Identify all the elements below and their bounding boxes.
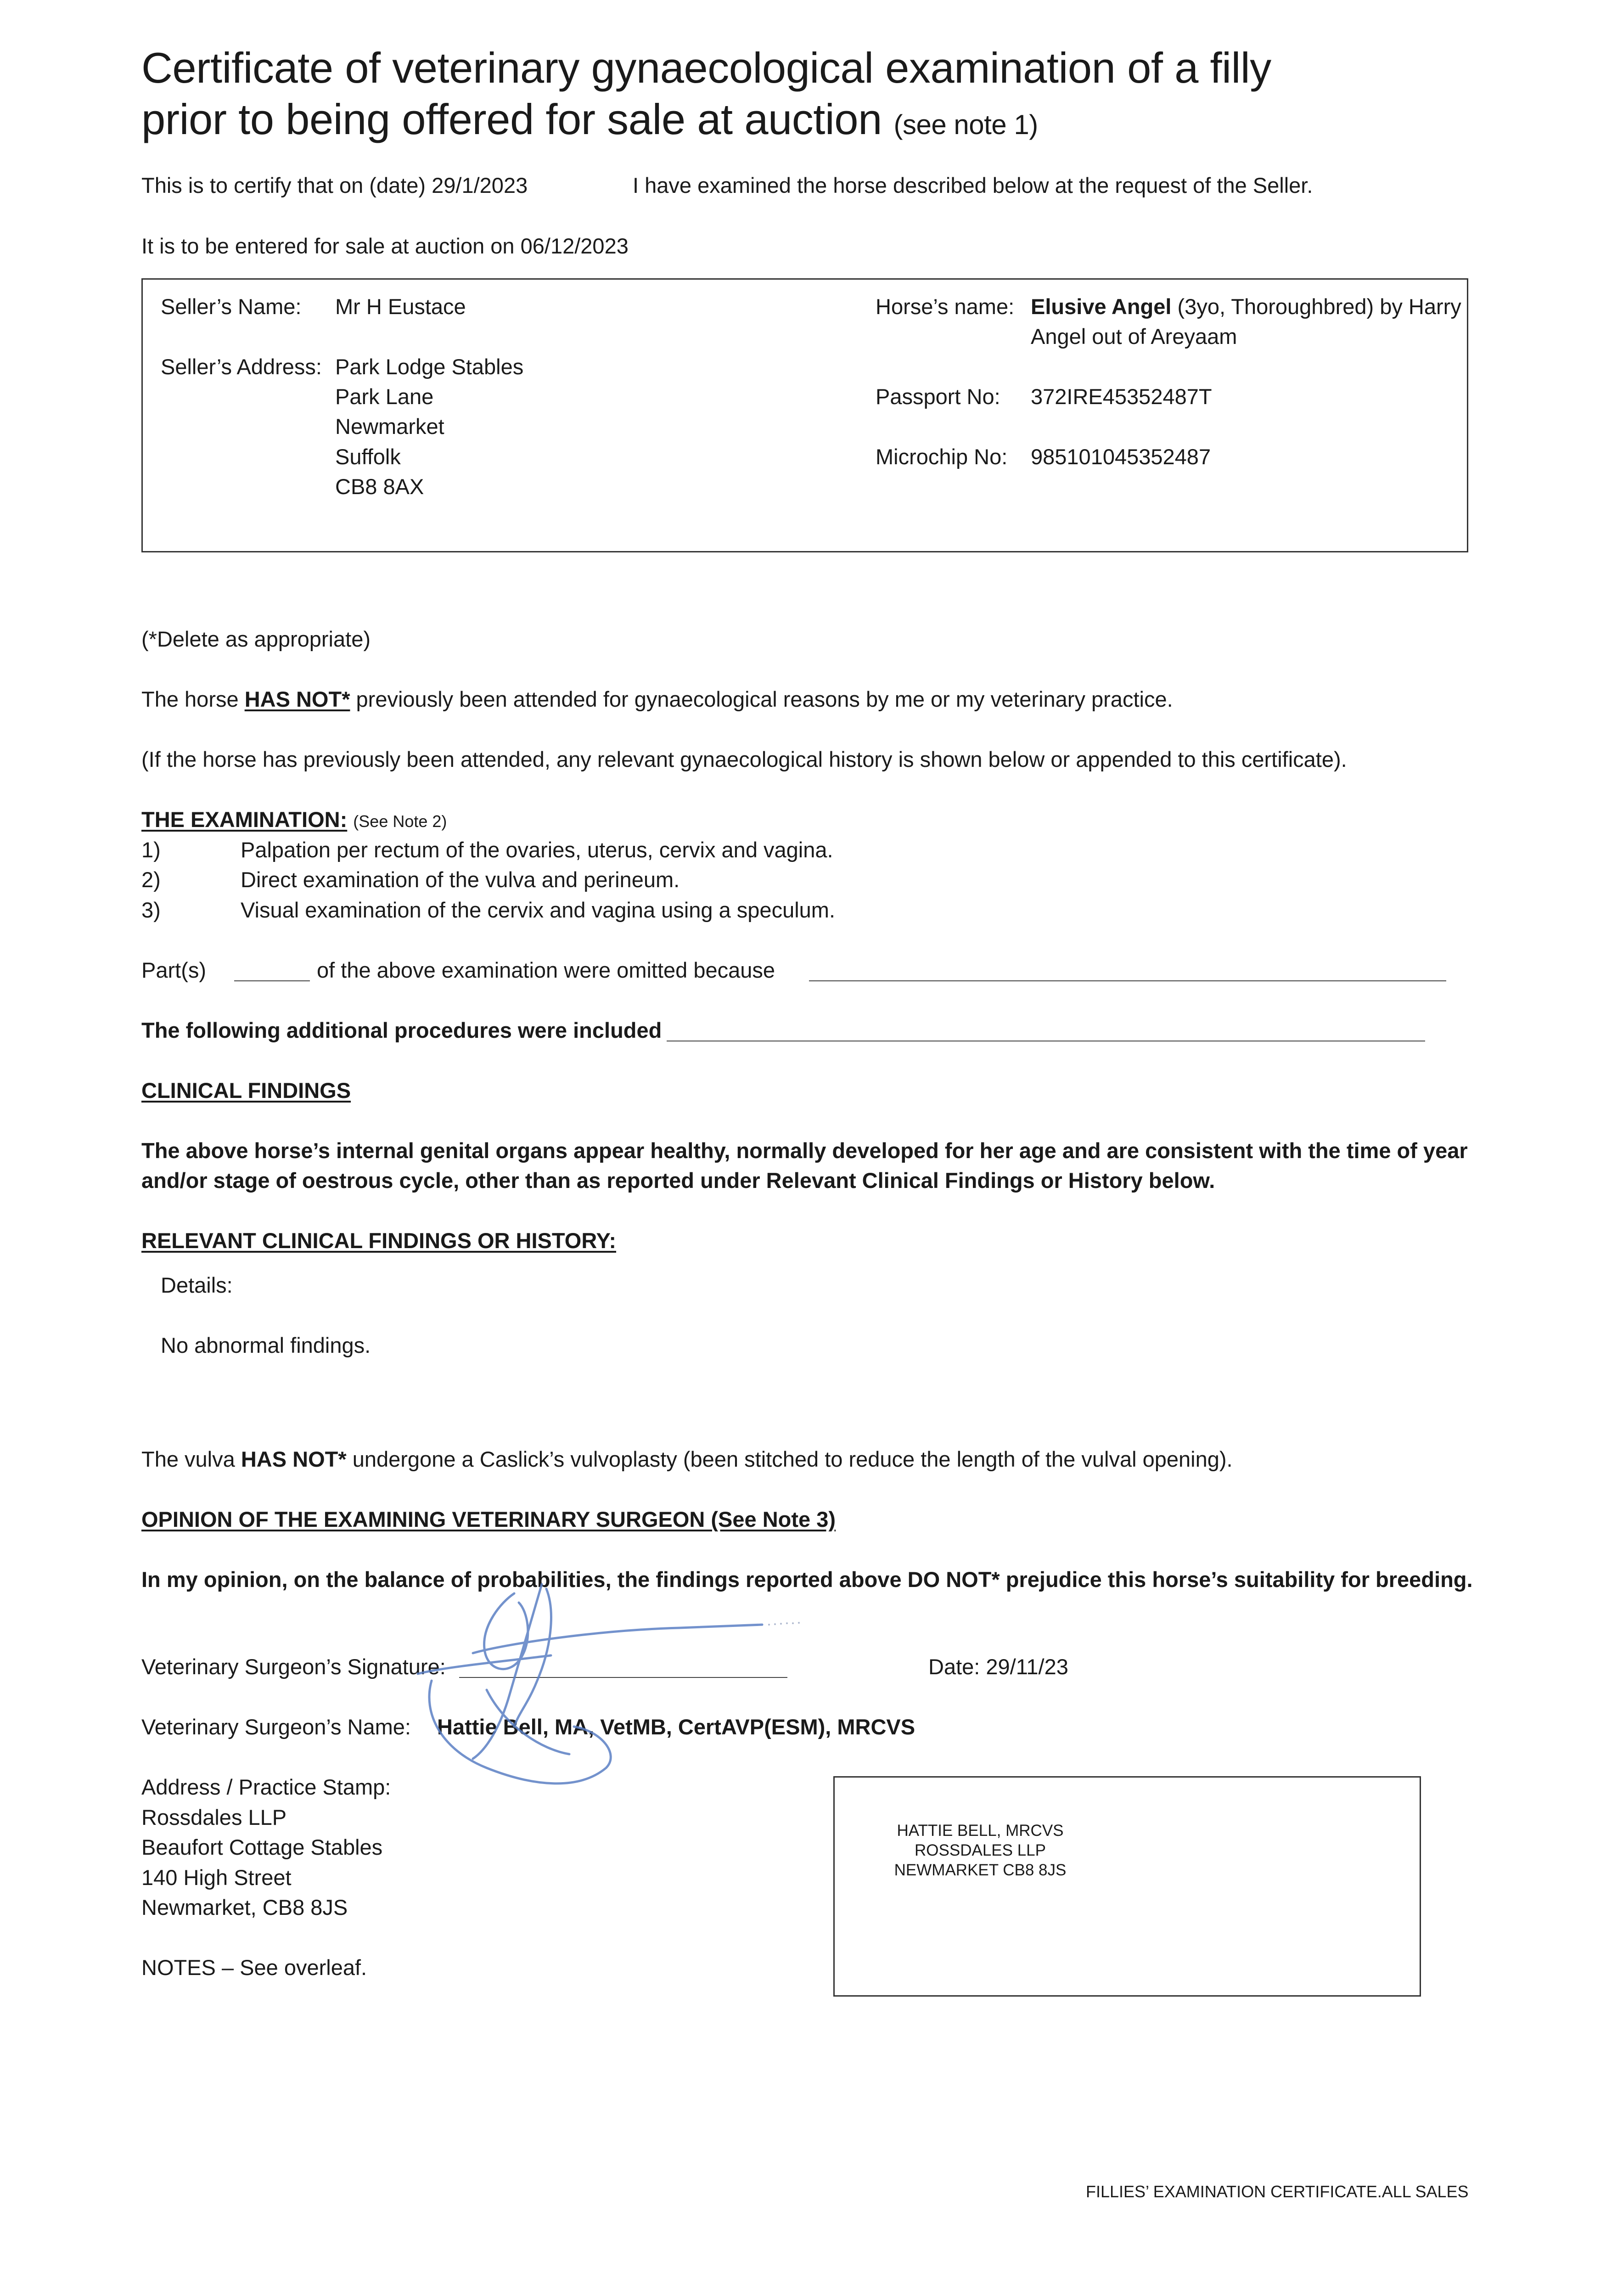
opinion-statement: In my opinion, on the balance of probabilities, the findings reported above DO NOT* prejudice this horse’s suitability for breeding.	[141, 1567, 1473, 1592]
practice-address-line-4: Newmarket, CB8 8JS	[141, 1895, 348, 1919]
omitted-reason-blank	[809, 980, 1446, 981]
horse-name: Elusive Angel	[1031, 294, 1172, 319]
vulva-statement	[141, 1446, 1233, 1472]
seller-address-line-3: Newmarket	[335, 414, 444, 439]
seller-address-line-4: Suffolk	[335, 445, 401, 469]
examination-item-2: Direct examination of the vulva and perineum.	[241, 867, 680, 892]
attended-status: HAS NOT*	[244, 687, 350, 711]
passport-label: Passport No:	[876, 384, 1000, 409]
vulva-status: HAS NOT*	[241, 1447, 347, 1471]
practice-stamp-line-1: HATTIE BELL, MRCVS	[897, 1822, 1064, 1840]
page-title-line2-text: prior to being offered for sale at auction	[141, 95, 882, 143]
seller-address-line-2: Park Lane	[335, 384, 434, 409]
practice-stamp-box	[833, 1776, 1421, 1997]
passport-number: 372IRE45352487T	[1031, 384, 1212, 409]
vulva-prefix: The vulva	[141, 1447, 235, 1471]
examination-heading-row	[141, 807, 447, 834]
examination-item-1-num: 1)	[141, 838, 161, 862]
date-value: 29/11/23	[986, 1654, 1068, 1679]
practice-stamp-line-2: ROSSDALES LLP	[915, 1841, 1046, 1859]
horse-details: (3yo, Thoroughbred) by Harry	[1177, 294, 1461, 319]
practice-address-line-2: Beaufort Cottage Stables	[141, 1835, 383, 1859]
microchip-number: 985101045352487	[1031, 445, 1211, 469]
auction-date-text: It is to be entered for sale at auction on 06/12/2023	[141, 234, 629, 258]
attended-statement	[141, 687, 1173, 712]
seller-address-line-1: Park Lodge Stables	[335, 355, 524, 379]
footer-text: FILLIES’ EXAMINATION CERTIFICATE.ALL SALES	[1086, 2182, 1469, 2201]
delete-note: (*Delete as appropriate)	[141, 627, 371, 651]
seller-address-label: Seller’s Address:	[161, 355, 322, 379]
signature-date	[928, 1654, 1068, 1680]
certify-date-text: This is to certify that on (date) 29/1/2023	[141, 173, 528, 197]
signature-label: Veterinary Surgeon’s Signature:	[141, 1654, 446, 1679]
relevant-findings-heading: RELEVANT CLINICAL FINDINGS OR HISTORY:	[141, 1228, 617, 1253]
practice-address-line-1: Rossdales LLP	[141, 1805, 287, 1829]
omitted-text: of the above examination were omitted because	[317, 958, 775, 982]
seller-address-line-5: CB8 8AX	[335, 474, 424, 499]
seller-name: Mr H Eustace	[335, 294, 466, 319]
horse-name-line1	[1031, 294, 1461, 320]
attended-suffix: previously been attended for gynaecological reasons by me or my veterinary practice.	[356, 687, 1173, 711]
opinion-heading: OPINION OF THE EXAMINING VETERINARY SURGEON (See Note 3)	[141, 1507, 836, 1531]
examination-heading: THE EXAMINATION:	[141, 807, 348, 832]
page-title-line1: Certificate of veterinary gynaecological examination of a filly	[141, 44, 1271, 92]
attended-prefix: The horse	[141, 687, 239, 711]
details-label: Details:	[161, 1273, 233, 1297]
examination-note: (See Note 2)	[353, 812, 447, 831]
date-label: Date:	[928, 1654, 980, 1679]
examination-item-2-num: 2)	[141, 867, 161, 892]
vulva-suffix: undergone a Caslick’s vulvoplasty (been stitched to reduce the length of the vulval opening).	[352, 1447, 1233, 1471]
omitted-prefix: Part(s)	[141, 958, 206, 982]
notes-text: NOTES – See overleaf.	[141, 1955, 367, 1980]
vet-name: Hattie Bell, MA, VetMB, CertAVP(ESM), MRCVS	[437, 1715, 915, 1739]
vet-name-label: Veterinary Surgeon’s Name:	[141, 1715, 411, 1739]
microchip-label: Microchip No:	[876, 445, 1008, 469]
title-note: (see note 1)	[893, 109, 1038, 140]
additional-procedures-text: The following additional procedures were included	[141, 1018, 662, 1042]
practice-address-label: Address / Practice Stamp:	[141, 1775, 391, 1799]
handwritten-signature	[404, 1575, 817, 1814]
examination-item-3: Visual examination of the cervix and vagina using a speculum.	[241, 898, 836, 922]
omitted-parts-blank	[234, 980, 310, 981]
clinical-statement-line2: and/or stage of oestrous cycle, other than as reported under Relevant Clinical Findings or History below.	[141, 1168, 1215, 1193]
page-title-line2	[141, 94, 1038, 151]
history-note: (If the horse has previously been attended, any relevant gynaecological history is shown below or appended to this certificate).	[141, 747, 1347, 771]
seller-name-label: Seller’s Name:	[161, 294, 302, 319]
practice-address-line-3: 140 High Street	[141, 1865, 292, 1890]
horse-details-line2: Angel out of Areyaam	[1031, 324, 1237, 349]
examination-item-3-num: 3)	[141, 898, 161, 922]
clinical-findings-heading: CLINICAL FINDINGS	[141, 1078, 351, 1103]
examined-text: I have examined the horse described below at the request of the Seller.	[633, 173, 1313, 197]
practice-stamp-line-3: NEWMARKET CB8 8JS	[894, 1861, 1067, 1879]
horse-name-label: Horse’s name:	[876, 294, 1015, 319]
clinical-statement-line1: The above horse’s internal genital organs appear healthy, normally developed for her age and are consistent with the time of year	[141, 1138, 1468, 1163]
examination-item-1: Palpation per rectum of the ovaries, uterus, cervix and vagina.	[241, 838, 833, 862]
details-text: No abnormal findings.	[161, 1333, 371, 1357]
